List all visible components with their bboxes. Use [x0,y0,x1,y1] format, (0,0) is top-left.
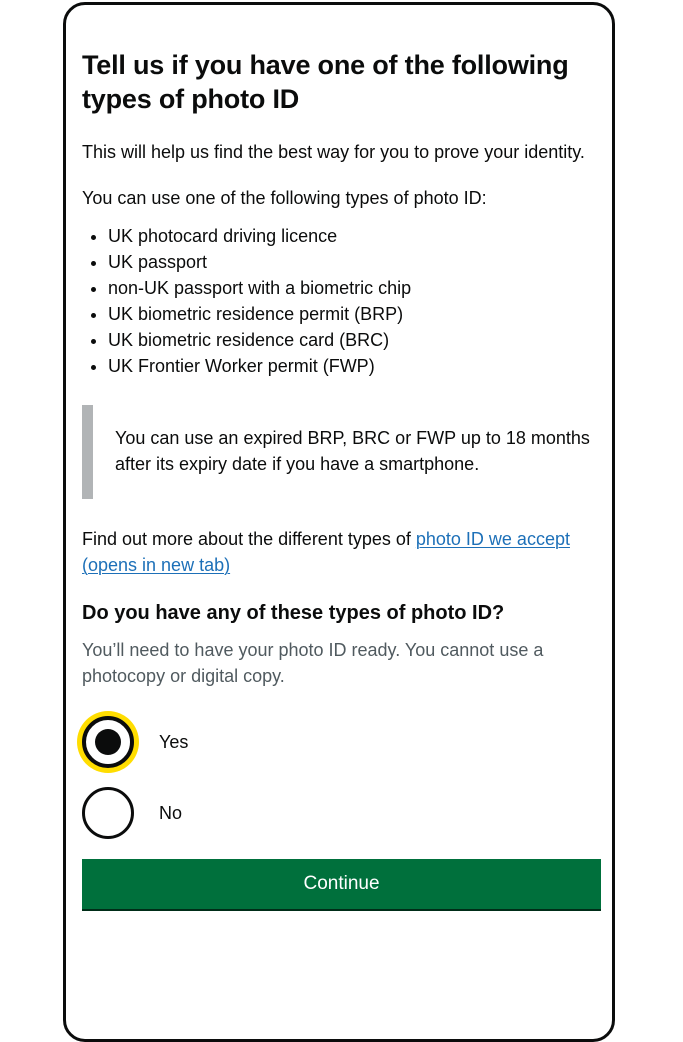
more-info-prefix: Find out more about the different types of [82,529,416,549]
question-heading: Do you have any of these types of photo ID? [82,602,505,624]
intro-text: This will help us find the best way for you to prove your identity. [82,142,585,162]
radio-selected-dot [95,729,121,755]
inset-text: You can use an expired BRP, BRC or FWP up to 18 months after its expiry date if you have a smartphone. [82,405,602,499]
list-item: • UK photocard driving licence [108,223,602,249]
radio-label-no[interactable]: No [159,803,183,823]
list-item: • UK passport [108,249,602,275]
list-item: • UK Frontier Worker permit (FWP) [108,353,602,379]
list-intro-text: You can use one of the following types of photo ID: [82,188,487,208]
continue-button[interactable]: Continue [82,859,601,909]
radio-button-yes[interactable] [82,716,134,768]
radio-option-no[interactable] [82,783,602,843]
radio-label-yes[interactable]: Yes [159,732,189,752]
list-item: • UK biometric residence card (BRC) [108,327,602,353]
page-title: Tell us if you have one of the following types of photo ID [82,50,569,114]
main-content [82,48,602,909]
list-item: • UK biometric residence permit (BRP) [108,301,602,327]
radio-option-yes[interactable] [82,712,602,772]
photo-id-link[interactable]: photo ID we accept (opens in new tab) [82,529,570,575]
more-info-text [82,526,602,578]
list-item: • non-UK passport with a biometric chip [108,275,602,301]
radio-group [82,712,602,843]
radio-button-no[interactable] [82,787,134,839]
photo-id-list [82,223,602,379]
question-hint: You’ll need to have your photo ID ready. You cannot use a photocopy or digital copy. [82,640,544,686]
